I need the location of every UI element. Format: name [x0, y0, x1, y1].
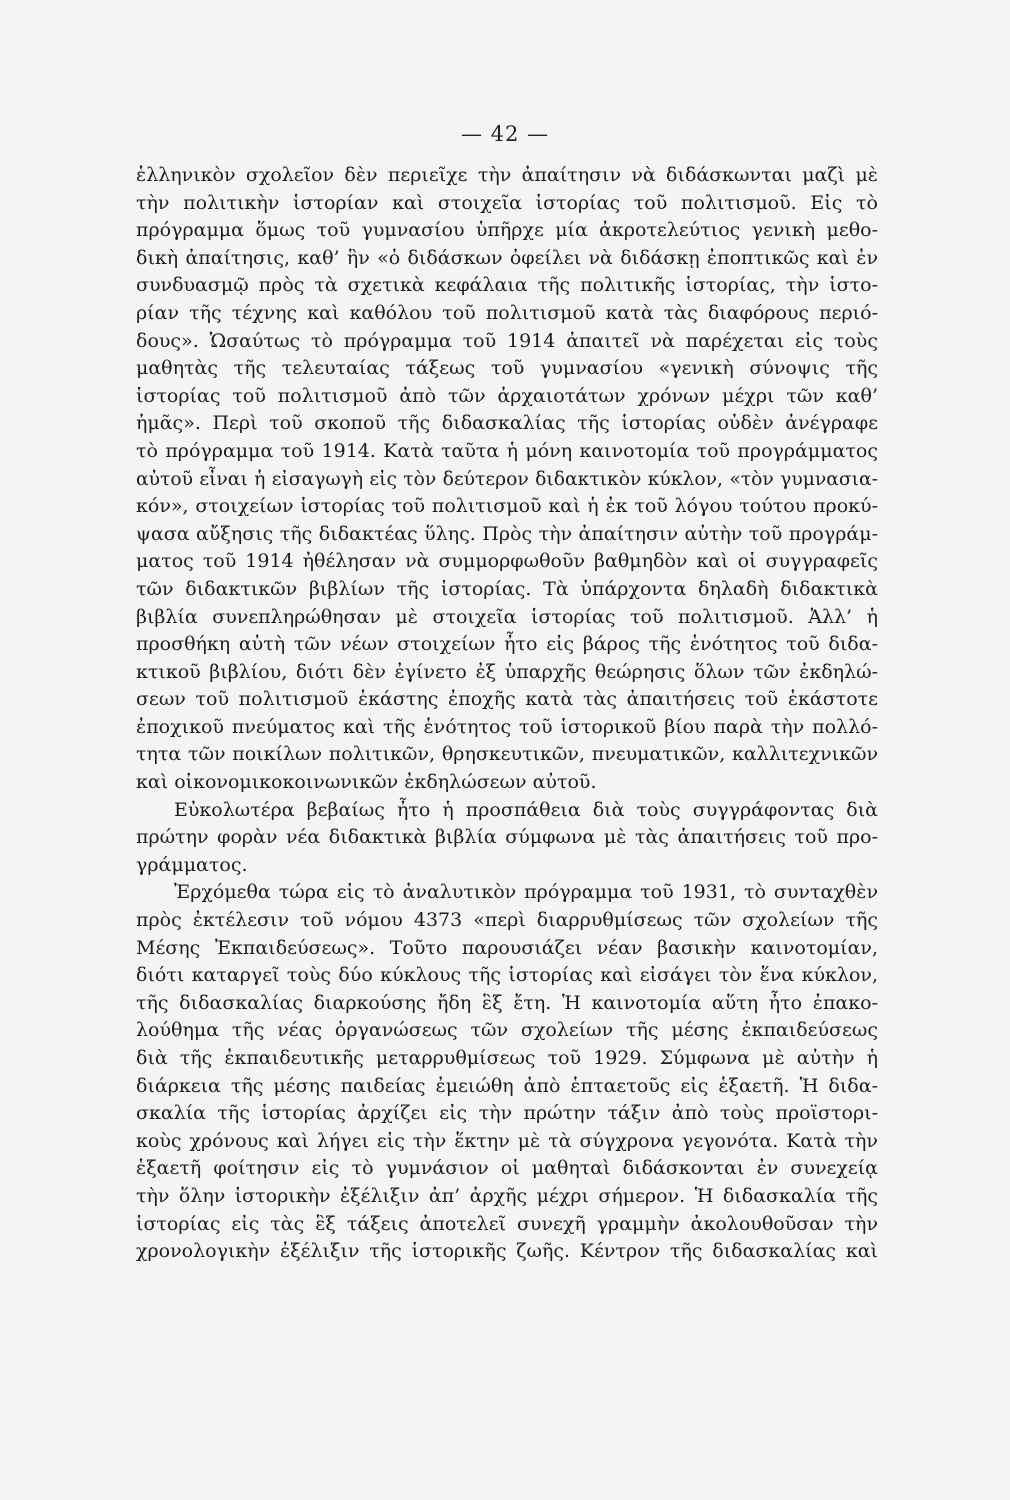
text-line: ρίαν τῆς τέχνης καὶ καθόλου τοῦ πολιτισμοῦ κατὰ τὰς διαφόρους περιό- — [136, 301, 878, 324]
text-line: χρονολογικὴν ἐξέλιξιν τῆς ἱστορικῆς ζωῆς. Κέντρον τῆς διδασκαλίας καὶ — [136, 1240, 878, 1263]
text-line: τητα τῶν ποικίλων πολιτικῶν, θρησκευτικῶν, πνευματικῶν, καλλιτεχνικῶν — [136, 743, 878, 766]
text-line: κοὺς χρόνους καὶ λήγει εἰς τὴν ἕκτην μὲ τὰ σύγχρονα γεγονότα. Κατὰ τὴν — [136, 1129, 878, 1152]
text-line: ἑξαετῆ φοίτησιν εἰς τὸ γυμνάσιον οἱ μαθηταὶ διδάσκονται ἐν συνεχείᾳ — [136, 1157, 878, 1180]
text-line: πρόγραμμα ὅμως τοῦ γυμνασίου ὑπῆρχε μία ἀκροτελεύτιος γενικὴ μεθο- — [136, 219, 878, 242]
text-line: πρὸς ἐκτέλεσιν τοῦ νόμου 4373 «περὶ διαρρυθμίσεως τῶν σχολείων τῆς — [136, 909, 878, 932]
text-line: Εὐκολωτέρα βεβαίως ἦτο ἡ προσπάθεια διὰ τοὺς συγγράφοντας διὰ — [174, 798, 878, 821]
text-line: σκαλία τῆς ἱστορίας ἀρχίζει εἰς τὴν πρώτην τάξιν ἀπὸ τοὺς προϊστορι- — [136, 1102, 878, 1125]
text-line: ψασα αὔξησις τῆς διδακτέας ὕλης. Πρὸς τὴν ἀπαίτησιν αὐτὴν τοῦ προγράμ- — [136, 522, 878, 545]
text-line: ἱστορίας τοῦ πολιτισμοῦ ἀπὸ τῶν ἀρχαιοτάτων χρόνων μέχρι τῶν καθ’ — [136, 384, 878, 407]
text-line: συνδυασμῷ πρὸς τὰ σχετικὰ κεφάλαια τῆς πολιτικῆς ἱστορίας, τὴν ἱστο- — [136, 274, 878, 297]
text-line: αὐτοῦ εἶναι ἡ εἰσαγωγὴ εἰς τὸν δεύτερον διδακτικὸν κύκλον, «τὸν γυμνασια- — [136, 468, 878, 490]
text-line: τὴν ὅλην ἱστορικὴν ἐξέλιξιν ἀπ’ ἀρχῆς μέχρι σήμερον. Ἡ διδασκαλία τῆς — [136, 1184, 878, 1207]
text-line: βιβλία συνεπληρώθησαν μὲ στοιχεῖα ἱστορίας τοῦ πολιτισμοῦ. Ἀλλ’ ἡ — [136, 605, 878, 628]
text-line: πρώτην φορὰν νέα διδακτικὰ βιβλία σύμφωνα μὲ τὰς ἀπαιτήσεις τοῦ προ- — [136, 826, 878, 849]
text-line: καὶ οἰκονομικοκοινωνικῶν ἐκδηλώσεων αὐτοῦ. — [136, 771, 597, 794]
text-line: λούθημα τῆς νέας ὀργανώσεως τῶν σχολείων τῆς μέσης ἐκπαιδεύσεως — [136, 1019, 878, 1042]
text-line: Μέσης Ἐκπαιδεύσεως». Τοῦτο παρουσιάζει νέαν βασικὴν καινοτομίαν, — [136, 936, 878, 959]
text-line: ἑλληνικὸν σχολεῖον δὲν περιεῖχε τὴν ἀπαίτησιν νὰ διδάσκωνται μαζὶ μὲ — [136, 164, 878, 186]
text-line: δους». Ὡσαύτως τὸ πρόγραμμα τοῦ 1914 ἀπαιτεῖ νὰ παρέχεται εἰς τοὺς — [136, 329, 878, 352]
text-line: ἡμᾶς». Περὶ τοῦ σκοποῦ τῆς διδασκαλίας τῆς ἱστορίας οὐδὲν ἀνέγραφε — [136, 412, 878, 435]
text-line: κτικοῦ βιβλίου, διότι δὲν ἐγίνετο ἐξ ὑπαρχῆς θεώρησις ὅλων τῶν ἐκδηλώ- — [136, 660, 878, 683]
text-line: τῶν διδακτικῶν βιβλίων τῆς ἱστορίας. Τὰ ὑπάρχοντα δηλαδὴ διδακτικὰ — [136, 577, 878, 600]
text-line: διὰ τῆς ἐκπαιδευτικῆς μεταρρυθμίσεως τοῦ 1929. Σύμφωνα μὲ αὐτὴν ἡ — [136, 1047, 878, 1069]
text-line: ἐποχικοῦ πνεύματος καὶ τῆς ἑνότητος τοῦ ἱστορικοῦ βίου παρὰ τὴν πολλό- — [136, 715, 878, 738]
body-text — [136, 162, 878, 1266]
text-line: τὸ πρόγραμμα τοῦ 1914. Κατὰ ταῦτα ἡ μόνη καινοτομία τοῦ προγράμματος — [136, 439, 878, 462]
text-line: μαθητὰς τῆς τελευταίας τάξεως τοῦ γυμνασίου «γενικὴ σύνοψις τῆς — [136, 357, 878, 380]
page-number: — 42 — — [460, 122, 550, 146]
text-line: ἱστορίας εἰς τὰς ἓξ τάξεις ἀποτελεῖ συνεχῆ γραμμὴν ἀκολουθοῦσαν τὴν — [136, 1212, 878, 1235]
text-line: διάρκεια τῆς μέσης παιδείας ἐμειώθη ἀπὸ ἑπταετοῦς εἰς ἑξαετῆ. Ἡ διδα- — [136, 1074, 878, 1097]
text-line: δικὴ ἀπαίτησις, καθ’ ἣν «ὁ διδάσκων ὀφείλει νὰ διδάσκῃ ἐποπτικῶς καὶ ἐν — [136, 246, 878, 269]
text-line: σεων τοῦ πολιτισμοῦ ἑκάστης ἐποχῆς κατὰ τὰς ἀπαιτήσεις τοῦ ἑκάστοτε — [136, 688, 878, 711]
text-line: Ἐρχόμεθα τώρα εἰς τὸ ἀναλυτικὸν πρόγραμμα τοῦ 1931, τὸ συνταχθὲν — [174, 881, 878, 904]
text-line: προσθήκη αὐτὴ τῶν νέων στοιχείων ἦτο εἰς βάρος τῆς ἑνότητος τοῦ διδα- — [136, 633, 878, 656]
text-line: κόν», στοιχείων ἱστορίας τοῦ πολιτισμοῦ καὶ ἡ ἐκ τοῦ λόγου τούτου προκύ- — [136, 495, 878, 518]
text-line: τὴν πολιτικὴν ἱστορίαν καὶ στοιχεῖα ἱστορίας τοῦ πολιτισμοῦ. Εἰς τὸ — [136, 191, 878, 214]
text-line: γράμματος. — [136, 853, 248, 876]
text-line: διότι καταργεῖ τοὺς δύο κύκλους τῆς ἱστορίας καὶ εἰσάγει τὸν ἕνα κύκλον, — [136, 964, 878, 987]
text-line: τῆς διδασκαλίας διαρκούσης ἤδη ἓξ ἔτη. Ἡ καινοτομία αὕτη ἦτο ἐπακο- — [136, 991, 878, 1014]
text-line: ματος τοῦ 1914 ἠθέλησαν νὰ συμμορφωθοῦν βαθμηδὸν καὶ οἱ συγγραφεῖς — [136, 550, 878, 573]
